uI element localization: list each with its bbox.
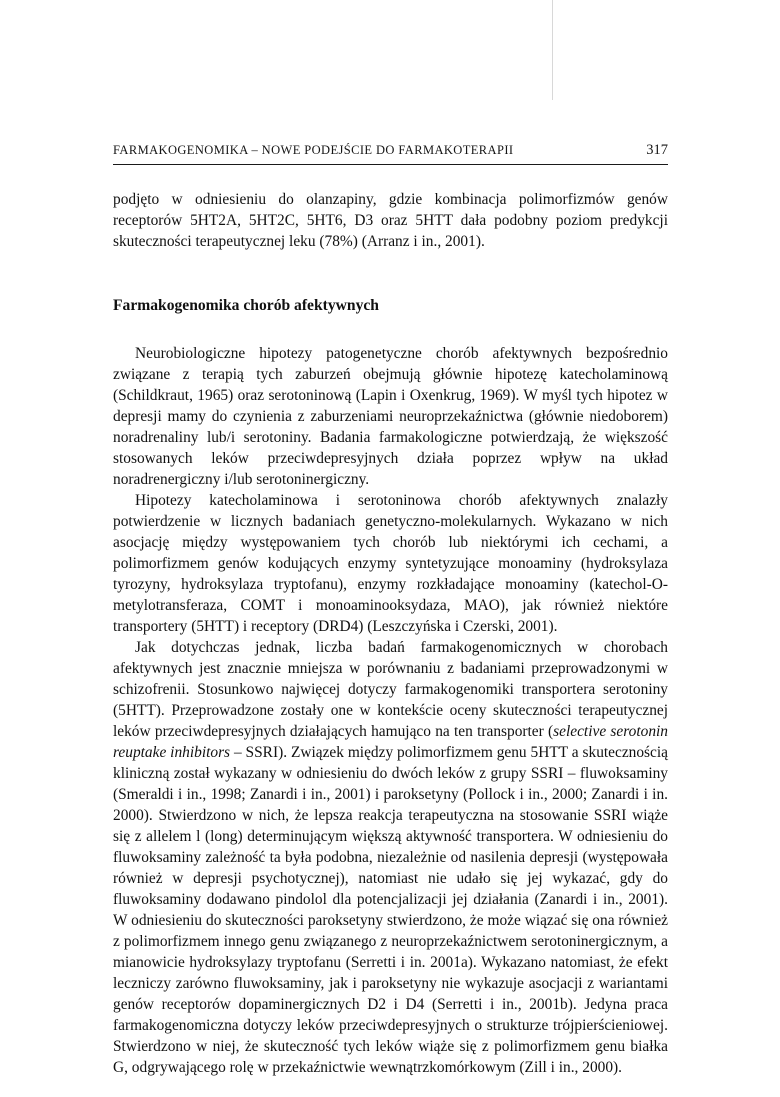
page-body <box>113 189 668 1078</box>
scan-artifact-line <box>552 0 553 100</box>
paragraph-ssri-text-start: Jak dotychczas jednak, liczba badań farmakogenomicznych w chorobach afektywnych jest znacznie mniejsza w porównaniu z badaniami przeprowadzonymi w schizofrenii. Stosunkowo najwięcej dotyczy farmakogenomiki transportera serotoniny (5HTT). Przeprowadzone zostały one w kontekście oceny skuteczności terapeutycznej leków przeciwdepresyjnych działających hamująco na ten transporter ( <box>113 639 668 740</box>
page-number: 317 <box>646 142 668 158</box>
page-header <box>113 142 668 159</box>
paragraph-affective-hypotheses: Neurobiologiczne hipotezy patogenetyczne chorób afektywnych bezpośrednio związane z terapią tych zaburzeń obejmują głównie hipotezę katecholaminową (Schildkraut, 1965) oraz serotoninową (Lapin i Oxenkrug, 1969). W myśl tych hipotez w depresji mamy do czynienia z zaburzeniami neuroprzekaźnictwa (głównie niedoborem) noradrenaliny lub/i serotoniny. Badania farmakologiczne potwierdzają, że większość stosowanych leków przeciwdepresyjnych działa poprzez wpływ na układ noradrenergiczny i/lub serotoninergiczny. <box>113 345 668 488</box>
paragraph-ssri-italic-phrase: selective serotonin reuptake inhibitors <box>113 723 668 761</box>
paragraph-intro: podjęto w odniesieniu do olanzapiny, gdzie kombinacja polimorfizmów genów receptorów 5HT2A, 5HT2C, 5HT6, D3 oraz 5HTT dała podobny poziom predykcji skuteczności terapeutycznej leku (78%) (Arranz i in., 2001). <box>113 191 668 250</box>
running-title: FARMAKOGENOMIKA – NOWE PODEJŚCIE DO FARMAKOTERAPII <box>113 143 514 157</box>
header-rule <box>113 164 668 165</box>
paragraph-ssri-pharmacogenomics <box>113 637 668 1078</box>
paragraph-molecular-findings: Hipotezy katecholaminowa i serotoninowa chorób afektywnych znalazły potwierdzenie w licznych badaniach genetyczno-molekularnych. Wykazano w nich asocjację między występowaniem tych chorób lub niektórymi ich cechami, a polimorfizmem genów kodujących enzymy syntetyzujące monoaminy (hydroksylaza tyrozyny, hydroksylaza tryptofanu), enzymy rozkładające monoaminy (katechol-O-metylotransferaza, COMT i monoaminooksydaza, MAO), jak również niektóre transportery (5HTT) i receptory (DRD4) (Leszczyńska i Czerski, 2001). <box>113 492 668 635</box>
section-heading: Farmakogenomika chorób afektywnych <box>113 297 379 314</box>
paragraph-ssri-text-continued: – SSRI). Związek między polimorfizmem genu 5HTT a skutecznością kliniczną został wykazany w odniesieniu do dwóch leków z grupy SSRI – fluwoksaminy (Smeraldi i in., 1998; Zanardi i in., 2001) i paroksetyny (Pollock i in., 2000; Zanardi i in. 2000). Stwierdzono w nich, że lepsza reakcja terapeutyczna na stosowanie SSRI wiąże się z allelem l (long) determinującym większą aktywność transportera. W odniesieniu do fluwoksaminy zależność ta była podobna, niezależnie od nasilenia depresji (występowała również w depresji psychotycznej), natomiast nie udało się jej wykazać, gdy do fluwoksaminy dodawano pindolol dla potencjalizacji jej działania (Zanardi i in., 2001). W odniesieniu do skuteczności paroksetyny stwierdzono, że może wiązać się ona również z polimorfizmem innego genu związanego z neuroprzekaźnictwem serotoninergicznym, a mianowicie hydroksylazy tryptofanu (Serretti i in. 2001a). Wykazano natomiast, że efekt leczniczy zarówno fluwoksaminy, jak i paroksetyny nie wykazuje asocjacji z wariantami genów receptorów dopaminergicznych D2 i D4 (Serretti i in., 2001b). Jedyna praca farmakogenomiczna dotyczy leków przeciwdepresyjnych o strukturze trójpierścieniowej. Stwierdzono w niej, że skuteczność tych leków wiąże się z polimorfizmem genu białka G, odgrywającego rolę w przekaźnictwie wewnątrzkomórkowym (Zill i in., 2000). <box>113 744 668 1076</box>
